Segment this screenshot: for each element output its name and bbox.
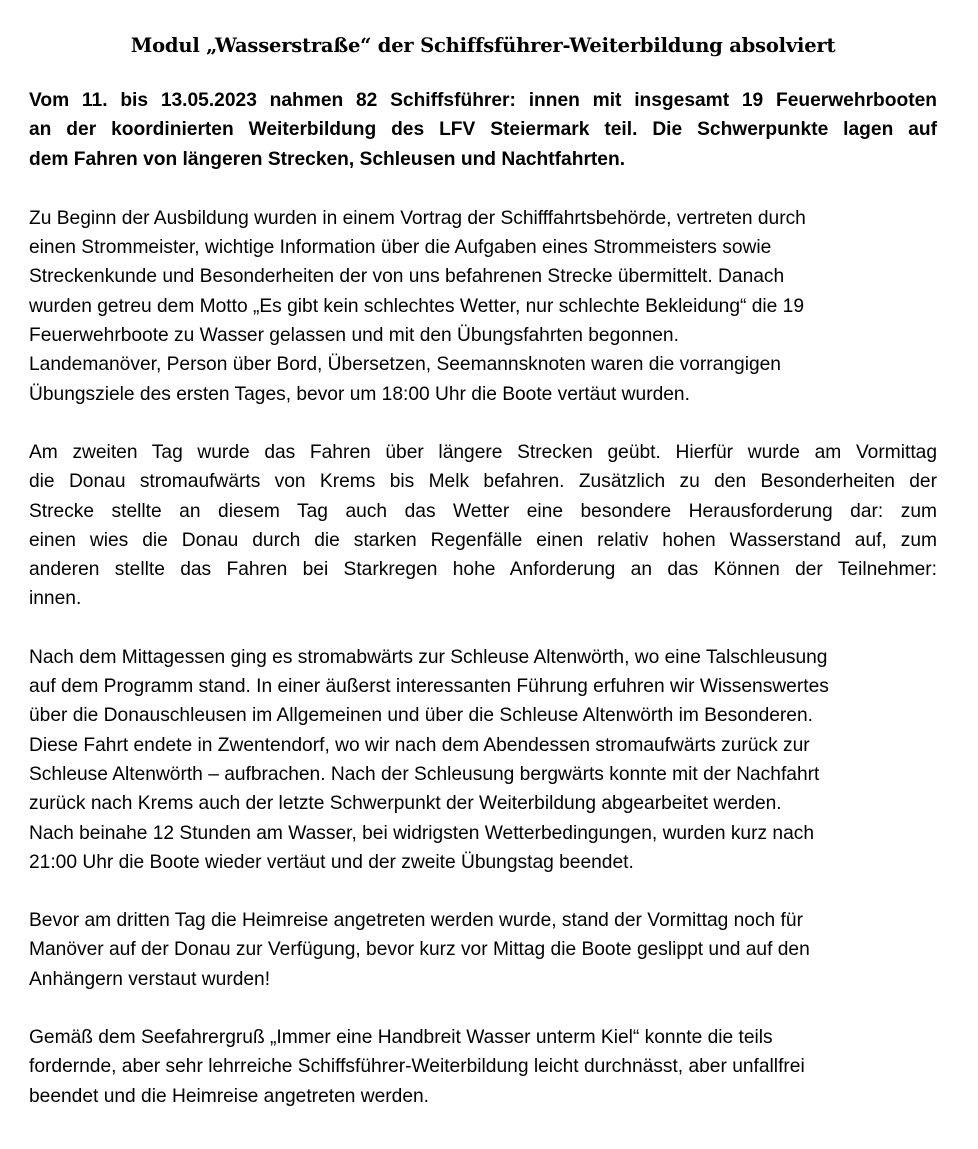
text-line: Anhängern verstaut wurden! [29,968,271,990]
text-line: Diese Fahrt endete in Zwentendorf, wo wir nach dem Abendessen stromaufwärts zurück zur [29,734,810,756]
text-line: Gemäß dem Seefahrergruß „Immer eine Handbreit Wasser unterm Kiel“ konnte die teils [29,1027,773,1049]
text-line: Nach beinahe 12 Stunden am Wasser, bei widrigsten Wetterbedingungen, wurden kurz nach [29,822,815,844]
text-line: zurück nach Krems auch der letzte Schwerpunkt der Weiterbildung abgearbeitet werden. [29,793,782,815]
text-line: einen wies die Donau durch die starken Regenfälle einen relativ hohen Wasserstand auf, zum [29,529,937,551]
text-line: fordernde, aber sehr lehrreiche Schiffsführer-Weiterbildung leicht durchnässt, aber unfallfrei [29,1056,805,1078]
text-line: Manöver auf der Donau zur Verfügung, bevor kurz vor Mittag die Boote geslippt und auf den [29,939,810,961]
text-line: Landemanöver, Person über Bord, Übersetzen, Seemannsknoten waren die vorrangigen [29,354,781,376]
text-line: die Donau stromaufwärts von Krems bis Melk befahren. Zusätzlich zu den Besonderheiten der [29,471,937,493]
text-line: Schleuse Altenwörth – aufbrachen. Nach der Schleusung bergwärts konnte mit der Nachfahrt [29,763,820,785]
body-paragraph-1 [29,204,937,409]
text-line: Streckenkunde und Besonderheiten der von uns befahrenen Strecke übermittelt. Danach [29,266,785,288]
text-line: Feuerwehrboote zu Wasser gelassen und mit den Übungsfahrten begonnen. [29,325,679,347]
text-line: Zu Beginn der Ausbildung wurden in einem Vortrag der Schifffahrtsbehörde, vertreten durch [29,207,806,229]
body-paragraph-2 [29,438,937,614]
text-line: Nach dem Mittagessen ging es stromabwärts zur Schleuse Altenwörth, wo eine Talschleusung [29,646,828,668]
body-paragraph-4 [29,906,937,994]
text-line: einen Strommeister, wichtige Information über die Aufgaben eines Strommeisters sowie [29,237,772,259]
text-line: Übungsziele des ersten Tages, bevor um 18:00 Uhr die Boote vertäut wurden. [29,383,690,405]
document-title: Modul „Wasserstraße“ der Schiffsführer-Weiterbildung absolviert [130,34,836,57]
text-line: beendet und die Heimreise angetreten werden. [29,1085,430,1107]
text-line: 21:00 Uhr die Boote wieder vertäut und der zweite Übungstag beendet. [29,851,634,873]
lead-line: an der koordinierten Weiterbildung des LFV Steiermark teil. Die Schwerpunkte lagen auf [29,119,937,141]
lead-line: dem Fahren von längeren Strecken, Schleusen und Nachtfahrten. [29,148,626,170]
text-line: auf dem Programm stand. In einer äußerst interessanten Führung erfuhren wir Wissenswertes [29,676,829,698]
text-line: Am zweiten Tag wurde das Fahren über längere Strecken geübt. Hierfür wurde am Vormittag [29,441,937,463]
body-paragraph-3 [29,643,937,877]
lead-line: Vom 11. bis 13.05.2023 nahmen 82 Schiffsführer: innen mit insgesamt 19 Feuerwehrbooten [29,90,937,111]
text-line: wurden getreu dem Motto „Es gibt kein schlechtes Wetter, nur schlechte Bekleidung“ die 19 [29,295,805,317]
text-line: anderen stellte das Fahren bei Starkregen hohe Anforderung an das Können der Teilnehmer: [29,559,937,581]
text-line: innen. [29,588,82,610]
document-page [29,32,937,1140]
text-line: Bevor am dritten Tag die Heimreise angetreten werden wurde, stand der Vormittag noch für [29,910,803,932]
text-line: Strecke stellte an diesem Tag auch das Wetter eine besondere Herausforderung dar: zum [29,500,937,522]
body-paragraph-5 [29,1023,937,1111]
text-line: über die Donauschleusen im Allgemeinen und über die Schleuse Altenwörth im Besonderen. [29,705,813,727]
lead-paragraph [29,86,937,174]
